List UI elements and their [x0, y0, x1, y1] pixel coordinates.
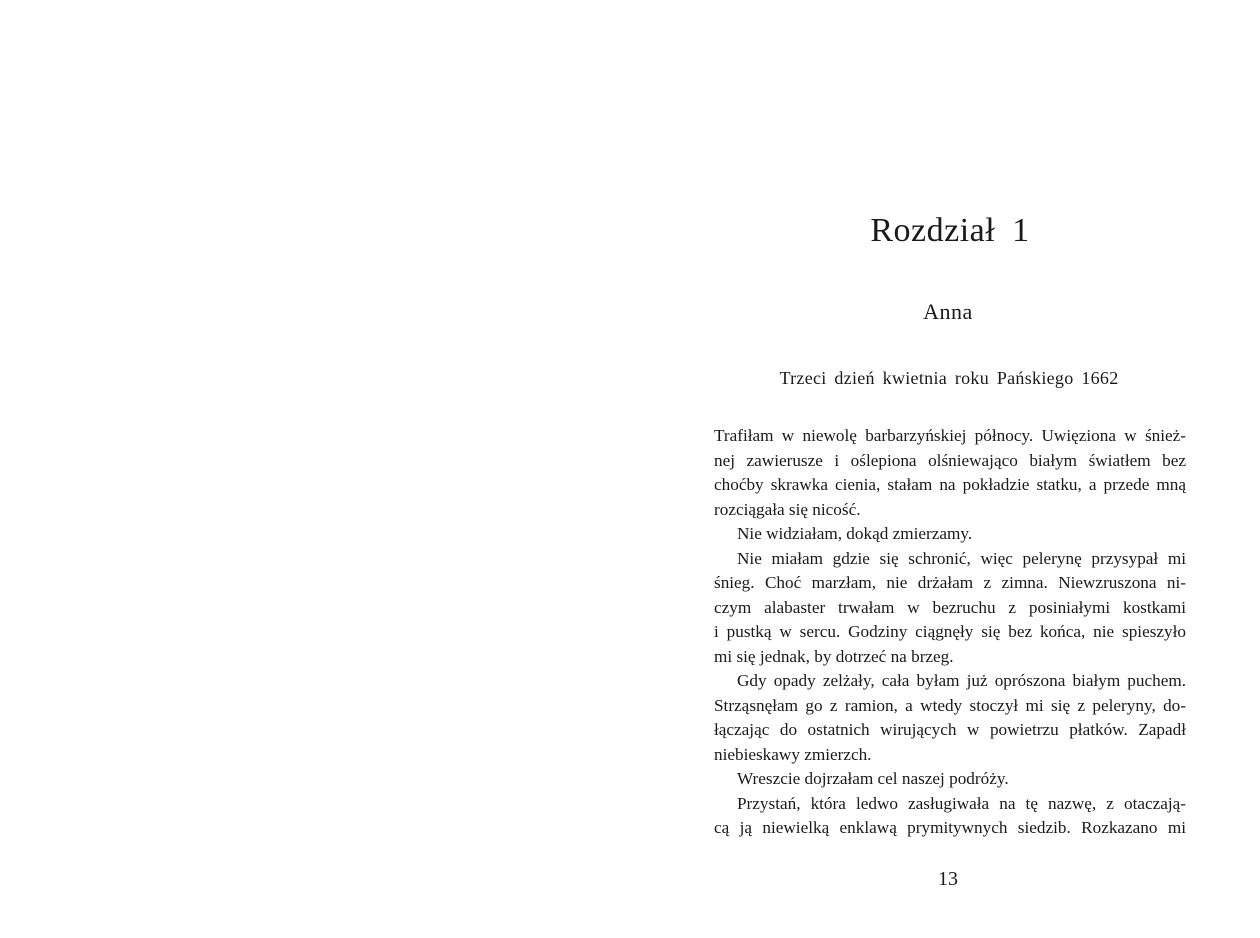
chapter-narrator: Anna: [923, 299, 973, 324]
text-line: rozciągała się nicość.: [714, 499, 861, 519]
text-line: i pustką w sercu. Godziny ciągnęły się bez końca, nie spieszyło: [714, 622, 1186, 641]
text-line: Nie miałam gdzie się schronić, więc pelerynę przysypał mi: [737, 548, 1186, 568]
text-line: łączając do ostatnich wirujących w powietrzu płatków. Zapadł: [714, 720, 1186, 739]
text-line: niebieskawy zmierzch.: [714, 744, 872, 764]
text-line: Strząsnęłam go z ramion, a wtedy stoczył mi się z peleryny, do-: [714, 695, 1186, 715]
text-line: choćby skrawka cienia, stałam na pokładzie statku, a przede mną: [714, 475, 1186, 494]
chapter-title: Rozdział 1: [870, 212, 1030, 249]
text-line: czym alabaster trwałam w bezruchu z posiniałymi kostkami: [714, 597, 1186, 617]
page-number: 13: [938, 868, 958, 890]
text-line: nej zawierusze i oślepiona olśniewająco białym światłem bez: [714, 450, 1186, 470]
right-page: [630, 0, 1260, 938]
text-line: cą ją niewielką enklawą prymitywnych siedzib. Rozkazano mi: [714, 818, 1186, 837]
text-line: śnieg. Choć marzłam, nie drżałam z zimna. Niewzruszona ni-: [714, 573, 1186, 592]
body-text: [714, 424, 1186, 841]
text-line: Wreszcie dojrzałam cel naszej podróży.: [737, 769, 1009, 788]
text-line: mi się jednak, by dotrzeć na brzeg.: [714, 646, 954, 666]
text-line: Gdy opady zelżały, cała byłam już oprószona białym puchem.: [737, 671, 1186, 690]
text-line: Trafiłam w niewolę barbarzyńskiej północy. Uwięziona w śnież-: [714, 426, 1186, 445]
text-line: Nie widziałam, dokąd zmierzamy.: [737, 524, 973, 543]
text-line: Przystań, która ledwo zasługiwała na tę nazwę, z otaczają-: [737, 793, 1186, 813]
chapter-dateline: Trzeci dzień kwietnia roku Pańskiego 1662: [779, 368, 1119, 388]
